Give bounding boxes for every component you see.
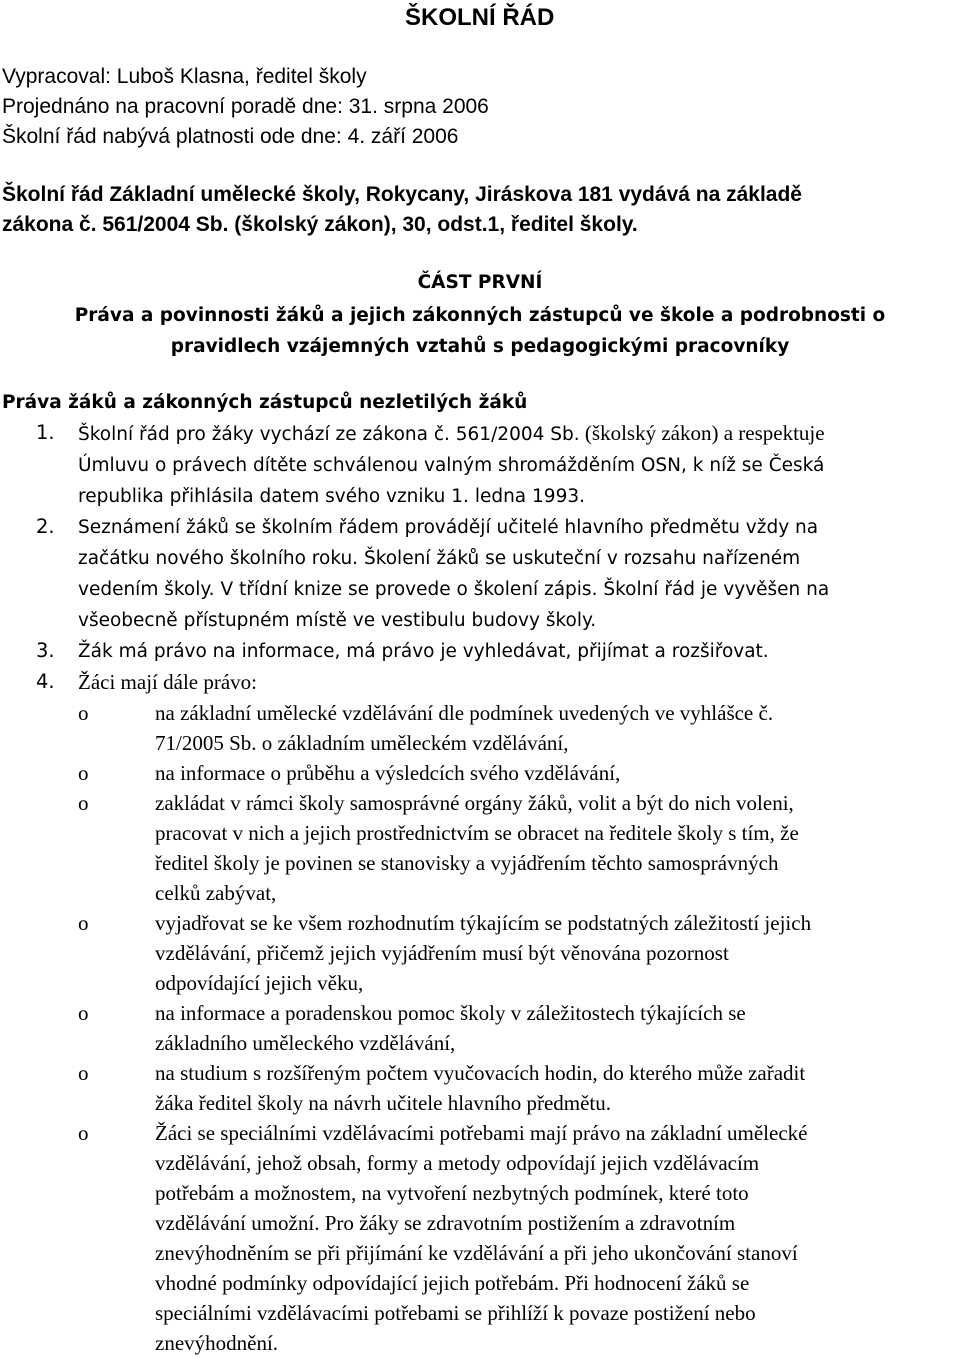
- right-line: vzdělávání umožní. Pro žáky se zdravotním postižením a zdravotním: [155, 1211, 736, 1235]
- right-item: [0, 698, 960, 758]
- discussed-date: Projednáno na pracovní poradě dne: 31. srpna 2006: [2, 95, 489, 118]
- rule-text: (školský zákon) a respektuje: [579, 421, 825, 445]
- document-meta: [2, 62, 952, 152]
- prepared-by: Vypracoval: Luboš Klasna, ředitel školy: [2, 65, 367, 88]
- right-item: [0, 1118, 960, 1358]
- right-line: na informace o průběhu a výsledcích svého vzdělávání,: [155, 761, 621, 785]
- intro-line: Školní řád Základní umělecké školy, Rokycany, Jiráskova 181 vydává na základě: [2, 183, 802, 206]
- rule-text: Žáci mají dále právo:: [78, 670, 258, 694]
- rules-list: [0, 418, 960, 1358]
- valid-from-date: Školní řád nabývá platnosti ode dne: 4. září 2006: [2, 125, 459, 148]
- part-subtitle: [0, 300, 960, 362]
- rule-line: [78, 605, 960, 636]
- rule-item: [0, 636, 960, 667]
- bullet-icon: o: [78, 701, 89, 725]
- bullet-icon: o: [78, 761, 89, 785]
- rule-item: [0, 512, 960, 636]
- right-line: na informace a poradenskou pomoc školy v záležitostech týkajících se: [155, 1001, 746, 1025]
- rule-item: [0, 418, 960, 512]
- bullet-icon: o: [78, 791, 89, 815]
- rule-number: 1.: [36, 421, 55, 444]
- right-line: speciálními vzdělávacími potřebami se přihlíží k povaze postižení nebo: [155, 1301, 756, 1325]
- right-line: vyjadřovat se ke všem rozhodnutím týkajícím se podstatných záležitostí jejich: [155, 911, 812, 935]
- rule-item: [0, 667, 960, 698]
- section-heading: Práva žáků a zákonných zástupců nezletilých žáků: [2, 392, 528, 413]
- right-line: vzdělávání, přičemž jejich vyjádřením musí být věnována pozornost: [155, 941, 729, 965]
- rule-line: [78, 543, 960, 574]
- right-line: ředitel školy je povinen se stanovisky a vyjádřením těchto samosprávných: [155, 851, 779, 875]
- right-item: [0, 788, 960, 908]
- right-line: odpovídající jejich věku,: [155, 971, 364, 995]
- right-line: celků zabývat,: [155, 881, 277, 905]
- bullet-icon: o: [78, 911, 89, 935]
- rights-list: [0, 698, 960, 1358]
- right-line: potřebám a možnostem, na vytvoření nezbytných podmínek, které toto: [155, 1181, 749, 1205]
- right-item: [0, 1058, 960, 1118]
- rule-text: Seznámení žáků se školním řádem provádějí učitelé hlavního předmětu vždy na: [78, 517, 819, 538]
- rule-text: začátku nového školního roku. Školení žáků se uskuteční v rozsahu nařízeném: [78, 548, 801, 569]
- rule-line: [78, 667, 960, 698]
- right-line: na základní umělecké vzdělávání dle podmínek uvedených ve vyhlášce č.: [155, 701, 774, 725]
- right-line: na studium s rozšířeným počtem vyučovacích hodin, do kterého může zařadit: [155, 1061, 806, 1085]
- rule-line: [78, 574, 960, 605]
- right-line: základního uměleckého vzdělávání,: [155, 1031, 456, 1055]
- rule-text: všeobecně přístupném místě ve vestibulu budovy školy.: [78, 610, 597, 631]
- intro-paragraph: [2, 180, 952, 240]
- document-title: ŠKOLNÍ ŘÁD: [405, 4, 555, 31]
- rule-line: [78, 418, 960, 450]
- bullet-icon: o: [78, 1001, 89, 1025]
- part-heading: ČÁST PRVNÍ: [417, 272, 543, 293]
- right-line: Žáci se speciálními vzdělávacími potřebami mají právo na základní umělecké: [155, 1121, 808, 1145]
- right-line: znevýhodněním se při přijímání ke vzdělávání a při jeho ukončování stanoví: [155, 1241, 798, 1265]
- rule-text: vedením školy. V třídní knize se provede o školení zápis. Školní řád je vyvěšen na: [78, 579, 830, 600]
- rule-line: [78, 636, 960, 667]
- rule-number: 4.: [36, 670, 55, 693]
- rule-number: 3.: [36, 639, 55, 662]
- bullet-icon: o: [78, 1061, 89, 1085]
- rule-text: Žák má právo na informace, má právo je vyhledávat, přijímat a rozšiřovat.: [78, 641, 769, 662]
- rule-line: [78, 512, 960, 543]
- rule-line: [78, 450, 960, 481]
- right-item: [0, 758, 960, 788]
- right-line: vzdělávání, jehož obsah, formy a metody odpovídají jejich vzdělávacím: [155, 1151, 760, 1175]
- intro-line: zákona č. 561/2004 Sb. (školský zákon), 30, odst.1, ředitel školy.: [2, 213, 638, 236]
- right-item: [0, 908, 960, 998]
- right-line: 71/2005 Sb. o základním uměleckém vzdělávání,: [155, 731, 569, 755]
- right-line: vhodné podmínky odpovídající jejich potřebám. Při hodnocení žáků se: [155, 1271, 750, 1295]
- right-line: žáka ředitel školy na návrh učitele hlavního předmětu.: [155, 1091, 612, 1115]
- rule-text: republika přihlásila datem svého vzniku 1. ledna 1993.: [78, 486, 585, 507]
- part-subtitle-line: pravidlech vzájemných vztahů s pedagogickými pracovníky: [170, 336, 790, 357]
- rule-number: 2.: [36, 515, 55, 538]
- rule-text: Úmluvu o právech dítěte schválenou valným shromážděním OSN, k níž se Česká: [78, 455, 825, 476]
- right-line: znevýhodnění.: [155, 1331, 279, 1355]
- rule-line: [78, 481, 960, 512]
- rule-text: Školní řád pro žáky vychází ze zákona č. 561/2004 Sb.: [78, 424, 580, 445]
- numbered-rules: [0, 418, 960, 698]
- bullet-icon: o: [78, 1121, 89, 1145]
- right-line: pracovat v nich a jejich prostřednictvím se obracet na ředitele školy s tím, že: [155, 821, 799, 845]
- right-item: [0, 998, 960, 1058]
- right-line: zakládat v rámci školy samosprávné orgány žáků, volit a být do nich voleni,: [155, 791, 794, 815]
- part-subtitle-line: Práva a povinnosti žáků a jejich zákonných zástupců ve škole a podrobnosti o: [74, 305, 886, 326]
